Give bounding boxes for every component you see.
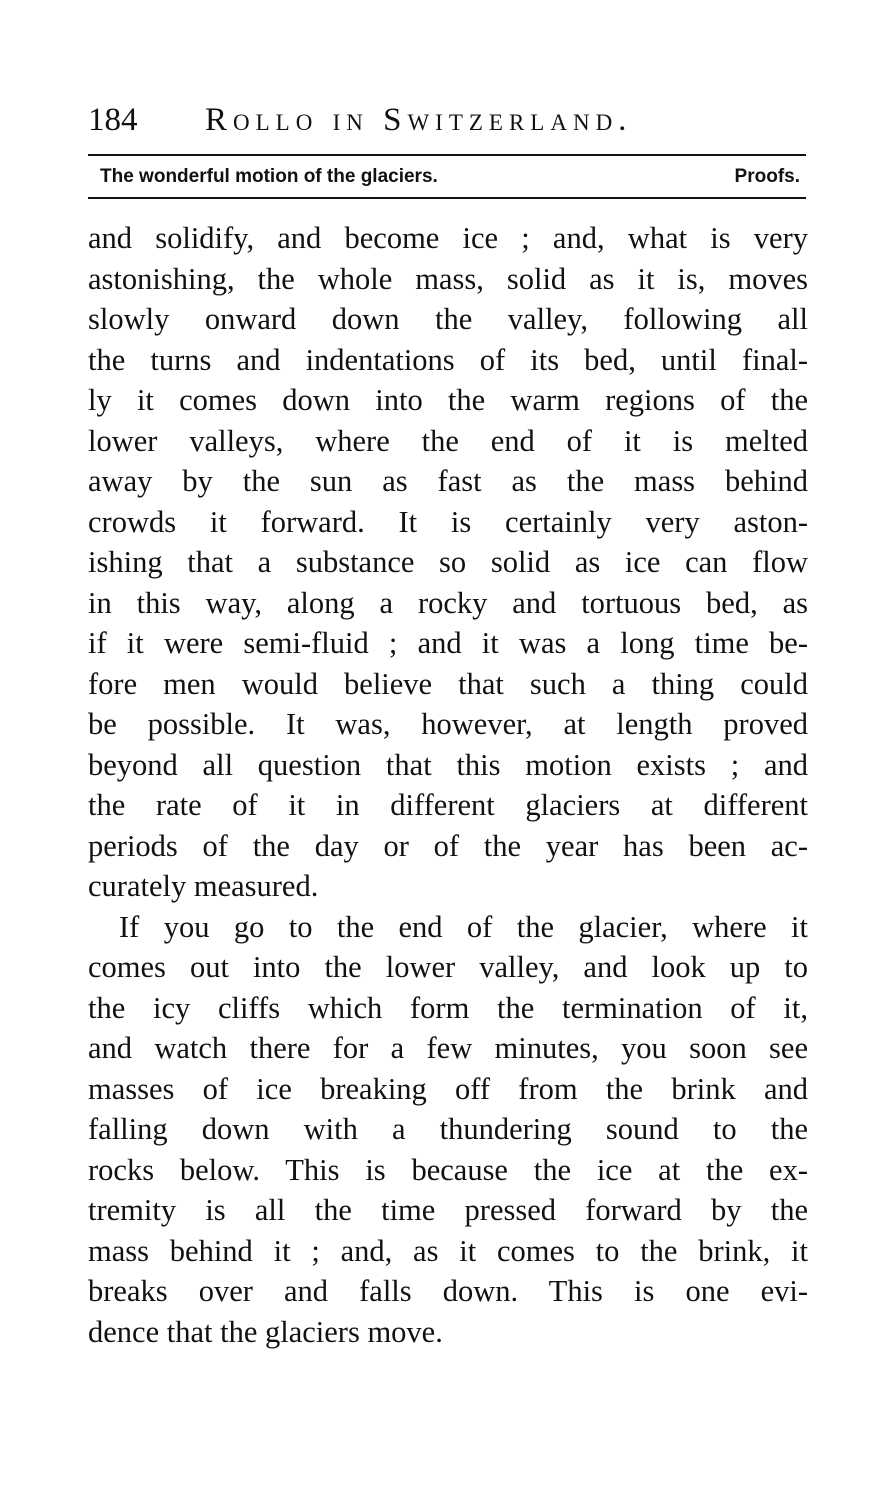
text-line: masses of ice breaking off from the brink and [88,1071,808,1106]
text-line: rocks below. This is because the ice at the ex- [88,1152,808,1187]
text-line: if it were semi-fluid ; and it was a long time be- [88,626,808,660]
text-line: the turns and indentations of its bed, until final- [88,342,808,377]
text-line: astonishing, the whole mass, solid as it is, moves [88,261,808,296]
text-line: comes out into the lower valley, and look up to [88,950,808,984]
text-line: crowds it forward. It is certainly very aston- [88,504,808,539]
book-title: Rollo in Switzerland. [205,102,633,138]
text-line: ly it comes down into the warm regions of the [88,383,808,417]
text-line: away by the sun as fast as the mass behind [88,464,808,498]
text-line: fore men would believe that such a thing could [88,666,808,701]
section-subhead [100,163,800,191]
text-line: periods of the day or of the year has been ac- [88,828,808,863]
paragraph-2 [88,907,808,1353]
subhead-topic: The wonderful motion of the glaciers. [100,166,438,187]
text-line: be possible. It was, however, at length proved [88,707,808,741]
page-number: 184 [88,102,138,138]
running-head [88,100,808,140]
text-line: breaks over and falls down. This is one evi- [88,1274,808,1308]
text-line: If you go to the end of the glacier, where it [119,909,808,944]
text-line: beyond all question that this motion exists ; and [88,747,808,782]
text-line: the icy cliffs which form the termination of it, [88,990,808,1025]
subhead-keyword: Proofs. [734,166,800,187]
text-line: and watch there for a few minutes, you soon see [88,1031,808,1065]
text-line: the rate of it in different glaciers at different [88,788,808,822]
text-line: dence that the glaciers move. [88,1314,443,1349]
header-rule-top [88,154,806,156]
body-text [88,218,808,1352]
text-line: curately measured. [88,869,319,903]
text-line: ishing that a substance so solid as ice can flow [88,545,808,579]
text-line: slowly onward down the valley, following all [88,302,808,336]
text-line: and solidify, and become ice ; and, what is very [88,221,808,255]
paragraph-1 [88,218,808,907]
header-rule-bottom [88,197,806,199]
text-line: in this way, along a rocky and tortuous bed, as [88,585,808,620]
text-line: tremity is all the time pressed forward by the [88,1193,808,1227]
text-line: falling down with a thundering sound to the [88,1112,808,1146]
text-line: lower valleys, where the end of it is melted [88,423,808,458]
text-line: mass behind it ; and, as it comes to the brink, it [88,1233,808,1268]
